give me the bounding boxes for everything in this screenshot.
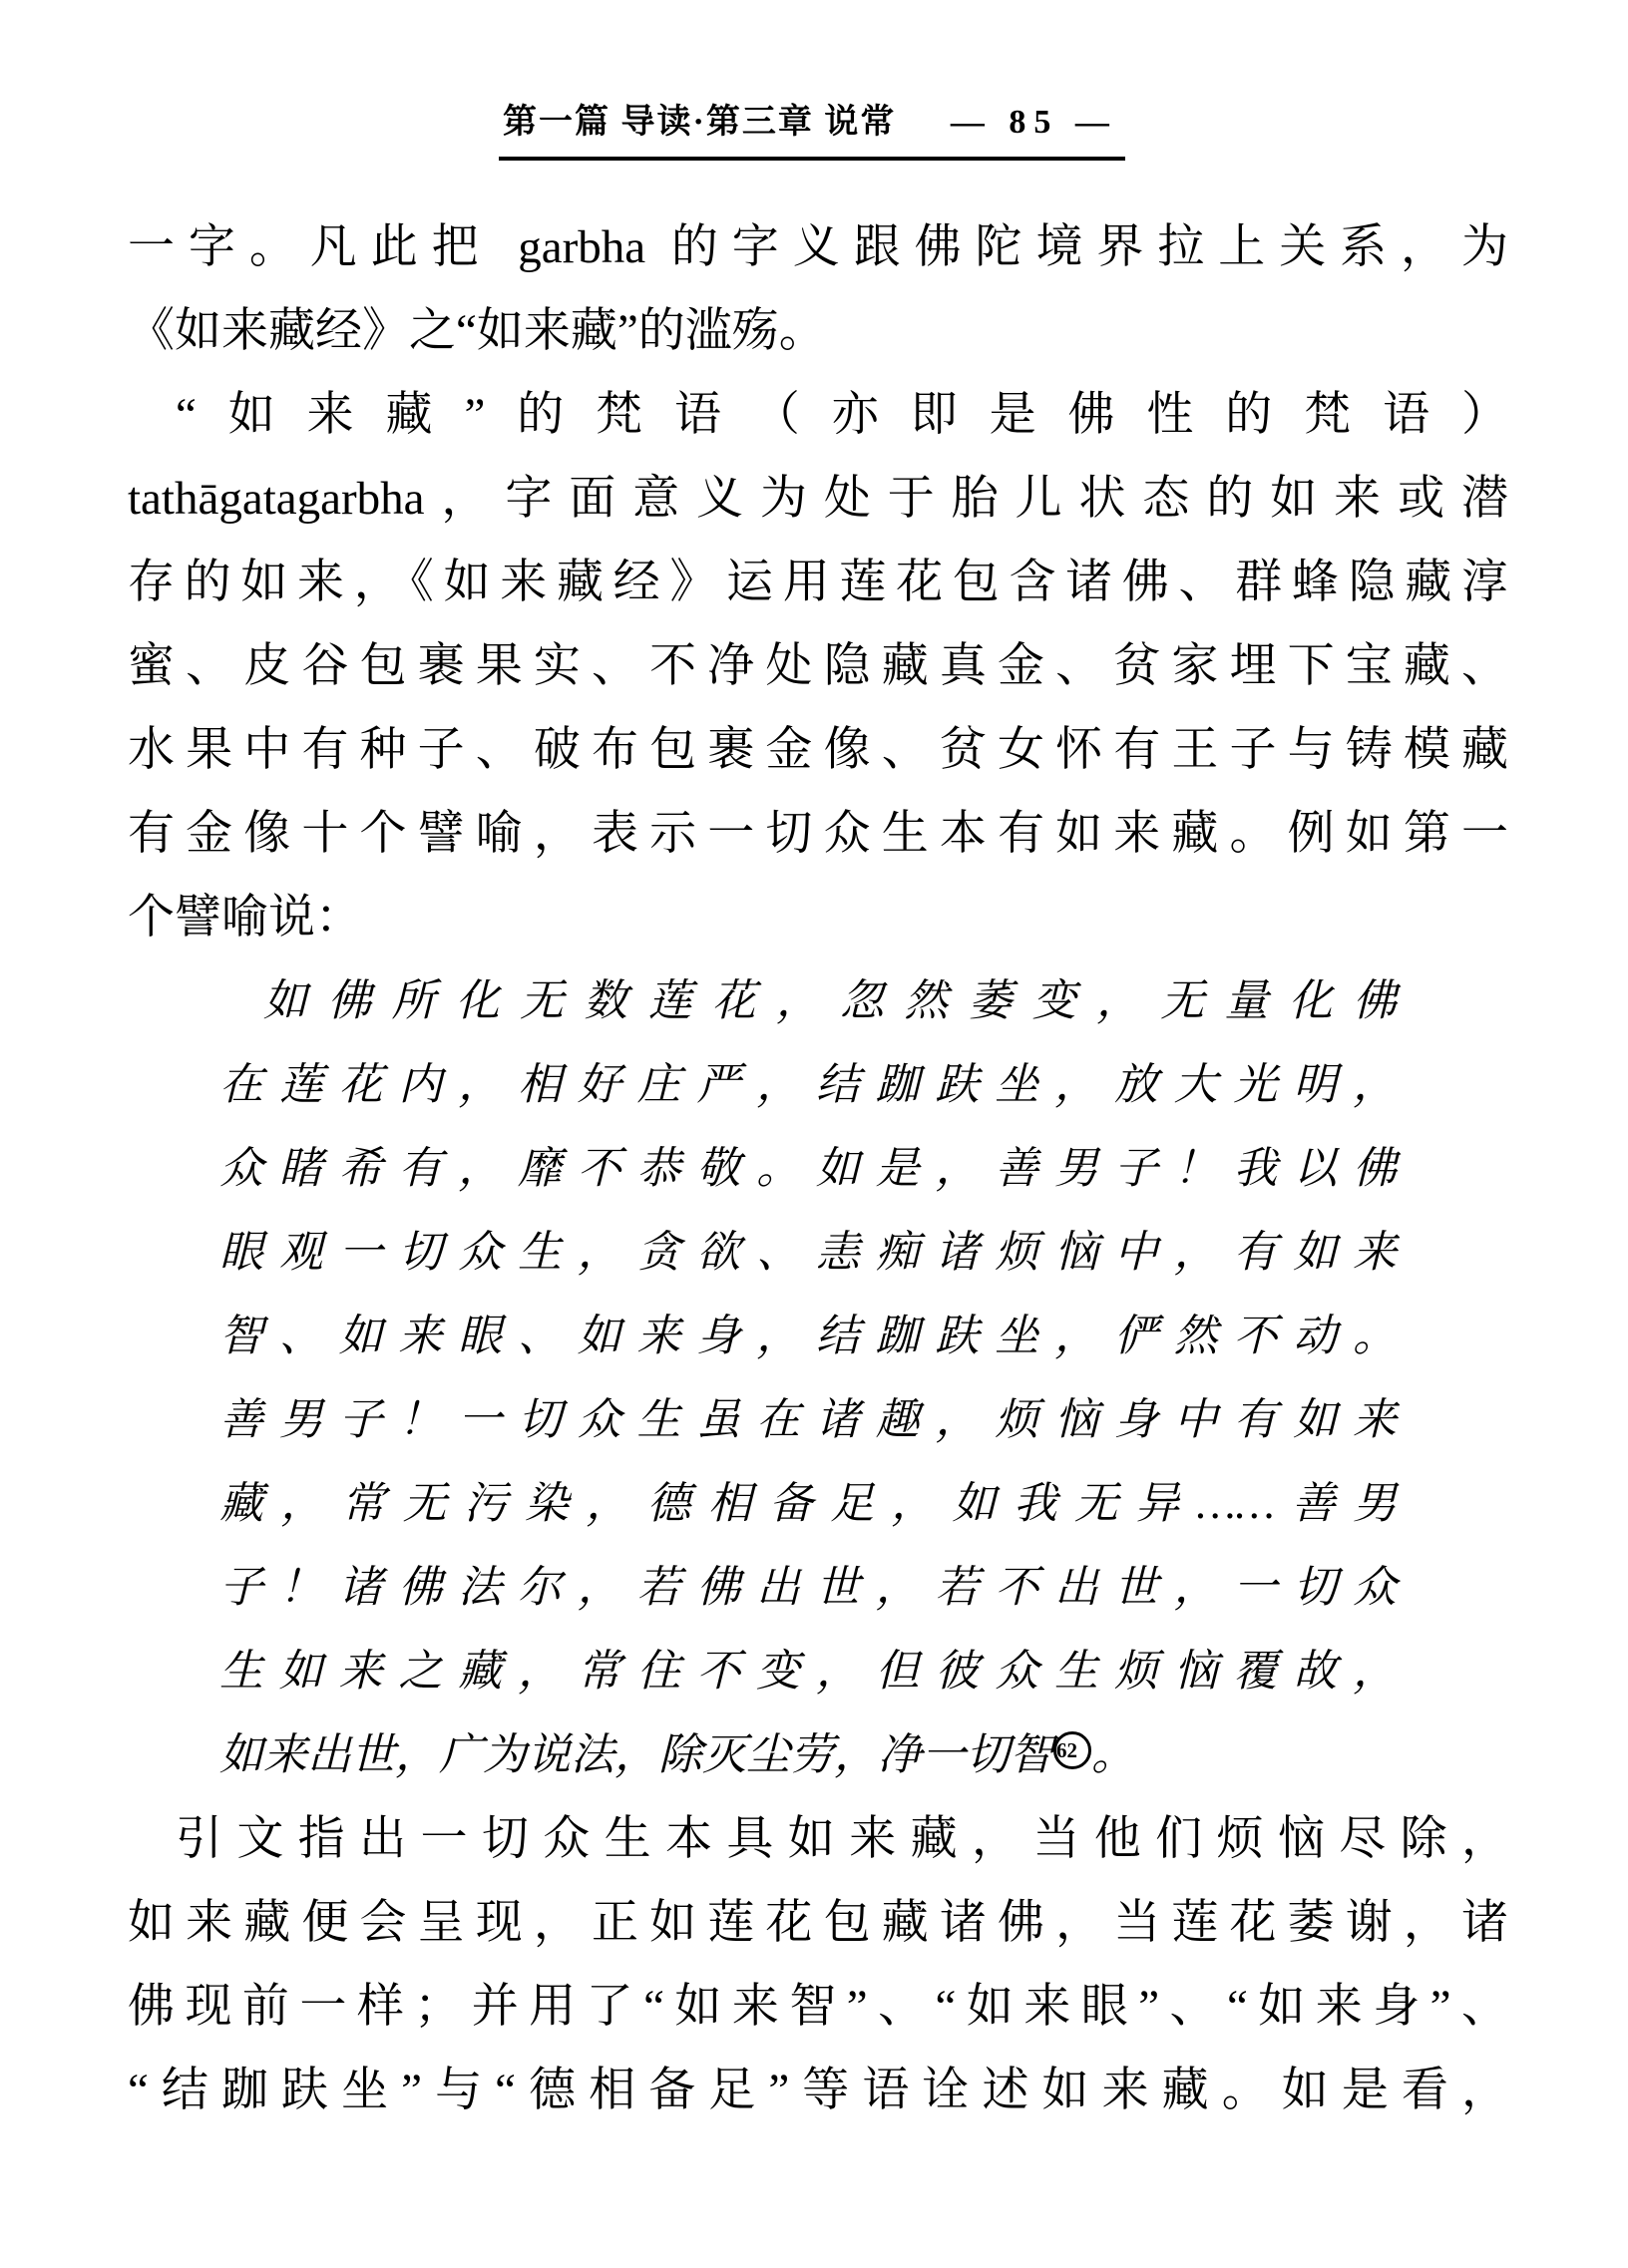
- text-line: 个譬喻说：: [128, 892, 362, 944]
- block-quote: [128, 959, 1508, 1797]
- text-line: 《如来藏经》之“如来藏”的滥殇。: [128, 305, 826, 357]
- text-line: 有金像十个譬喻，表示一切众生本有如来藏。例如第一: [128, 808, 1508, 860]
- paragraph-3: [128, 1797, 1508, 2132]
- quote-last-period: 。: [1091, 1730, 1135, 1779]
- text-line: 引文指出一切众生本具如来藏，当他们烦恼尽除，: [176, 1813, 1508, 1865]
- chapter-title: 第一篇 导读·第三章 说常: [503, 104, 897, 141]
- paragraph-1: [128, 205, 1508, 373]
- quote-line: 众睹希有，靡不恭敬。如是，善男子！我以佛: [219, 1144, 1397, 1193]
- text-line: 如来藏便会呈现，正如莲花包藏诸佛，当莲花萎谢，诸: [128, 1897, 1508, 1949]
- quote-line: 善男子！一切众生虽在诸趣，烦恼身中有如来: [219, 1395, 1397, 1444]
- quote-last-text: 如来出世，广为说法，除灭尘劳，净一切智: [219, 1730, 1053, 1779]
- quote-line: 眼观一切众生，贪欲、恚痴诸烦恼中，有如来: [219, 1228, 1397, 1277]
- quote-line: 子！诸佛法尔，若佛出世，若不出世，一切众: [219, 1563, 1397, 1612]
- quote-line: 在莲花内，相好庄严，结跏趺坐，放大光明，: [219, 1060, 1397, 1109]
- page-number: — 85 —: [950, 104, 1117, 141]
- text-line: 一字。凡此把 garbha 的字义跟佛陀境界拉上关系，为: [128, 221, 1508, 273]
- page-content: [128, 205, 1508, 2132]
- page-header: [499, 94, 1125, 161]
- text-line: “结跏趺坐”与“德相备足”等语诠述如来藏。如是看，: [128, 2065, 1508, 2116]
- footnote-marker: 62: [1053, 1731, 1091, 1769]
- text-line: “如来藏”的梵语（亦即是佛性的梵语）: [176, 389, 1508, 441]
- text-line: 水果中有种子、破布包裹金像、贫女怀有王子与铸模藏: [128, 724, 1508, 776]
- paragraph-2: [128, 373, 1508, 959]
- text-line: 蜜、皮谷包裹果实、不净处隐藏真金、贫家埋下宝藏、: [128, 640, 1508, 692]
- quote-line: 生如来之藏，常住不变，但彼众生烦恼覆故，: [219, 1647, 1397, 1696]
- header-underlined-block: [499, 94, 1125, 161]
- quote-line: 如佛所化无数莲花，忽然萎变，无量化佛: [263, 976, 1397, 1025]
- text-line: 佛现前一样；并用了“如来智”、“如来眼”、“如来身”、: [128, 1981, 1508, 2033]
- quote-line: 藏，常无污染，德相备足，如我无异……善男: [219, 1479, 1397, 1528]
- quote-line: 智、如来眼、如来身，结跏趺坐，俨然不动。: [219, 1312, 1397, 1360]
- text-line: 存的如来，《如来藏经》运用莲花包含诸佛、群蜂隐藏淳: [128, 557, 1508, 608]
- quote-line-last: [219, 1713, 1397, 1797]
- text-line: tathāgatagarbha，字面意义为处于胎儿状态的如来或潜: [128, 473, 1508, 525]
